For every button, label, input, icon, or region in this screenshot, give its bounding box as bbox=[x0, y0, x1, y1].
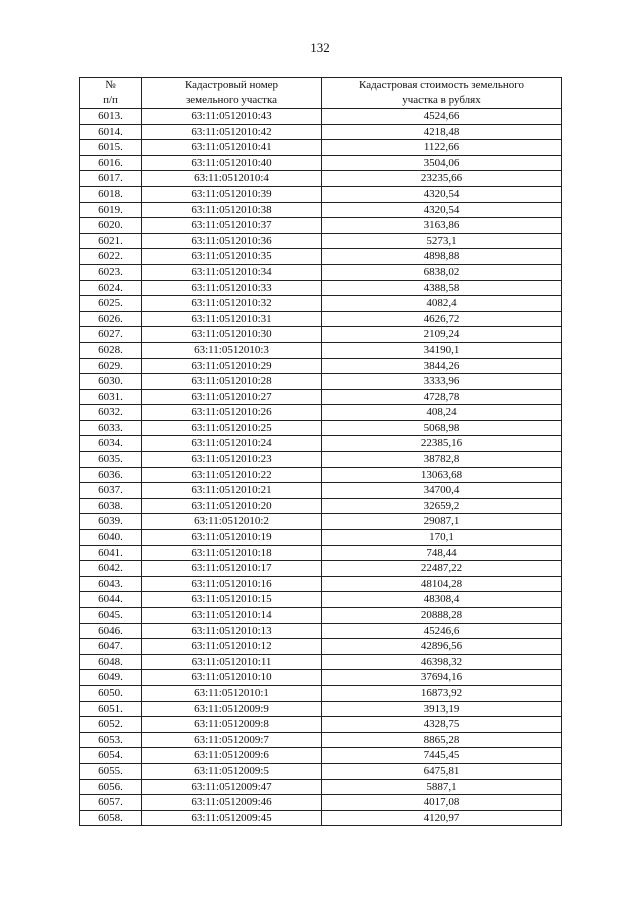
cadastral-number-cell: 63:11:0512010:19 bbox=[142, 530, 322, 546]
table-row bbox=[80, 763, 562, 779]
row-number-cell: 6052. bbox=[80, 717, 142, 733]
row-number-cell: 6050. bbox=[80, 685, 142, 701]
cadastral-value-cell: 6475,81 bbox=[322, 763, 562, 779]
table-row bbox=[80, 264, 562, 280]
cadastral-value-cell: 4524,66 bbox=[322, 109, 562, 125]
row-number-cell: 6034. bbox=[80, 436, 142, 452]
table-row bbox=[80, 233, 562, 249]
cadastral-number-cell: 63:11:0512010:40 bbox=[142, 155, 322, 171]
row-number-cell: 6054. bbox=[80, 748, 142, 764]
cadastral-number-cell: 63:11:0512010:29 bbox=[142, 358, 322, 374]
cadastral-value-cell: 8865,28 bbox=[322, 732, 562, 748]
cadastral-number-cell: 63:11:0512010:10 bbox=[142, 670, 322, 686]
table-row bbox=[80, 124, 562, 140]
header-line: Кадастровый номер bbox=[184, 79, 279, 91]
cadastral-value-cell: 22385,16 bbox=[322, 436, 562, 452]
cadastral-value-cell: 5273,1 bbox=[322, 233, 562, 249]
cadastral-number-cell: 63:11:0512010:42 bbox=[142, 124, 322, 140]
table-row bbox=[80, 389, 562, 405]
cadastral-value-cell: 45246,6 bbox=[322, 623, 562, 639]
table-row bbox=[80, 342, 562, 358]
row-number-cell: 6026. bbox=[80, 311, 142, 327]
cadastral-number-cell: 63:11:0512010:37 bbox=[142, 218, 322, 234]
table-row bbox=[80, 280, 562, 296]
cadastral-number-cell: 63:11:0512010:15 bbox=[142, 592, 322, 608]
row-number-cell: 6049. bbox=[80, 670, 142, 686]
cadastral-value-cell: 32659,2 bbox=[322, 498, 562, 514]
table-row bbox=[80, 436, 562, 452]
row-number-cell: 6019. bbox=[80, 202, 142, 218]
table-row bbox=[80, 140, 562, 156]
cadastral-value-cell: 3844,26 bbox=[322, 358, 562, 374]
cadastral-number-cell: 63:11:0512010:35 bbox=[142, 249, 322, 265]
table-row bbox=[80, 779, 562, 795]
cadastral-value-cell: 4898,88 bbox=[322, 249, 562, 265]
cadastral-number-cell: 63:11:0512010:38 bbox=[142, 202, 322, 218]
cadastral-number-cell: 63:11:0512009:46 bbox=[142, 795, 322, 811]
row-number-cell: 6014. bbox=[80, 124, 142, 140]
cadastral-number-cell: 63:11:0512010:33 bbox=[142, 280, 322, 296]
header-row bbox=[80, 78, 562, 109]
table-row bbox=[80, 670, 562, 686]
cadastral-value-cell: 29087,1 bbox=[322, 514, 562, 530]
row-number-cell: 6047. bbox=[80, 639, 142, 655]
table-row bbox=[80, 592, 562, 608]
header-line: п/п bbox=[103, 94, 118, 106]
row-number-cell: 6023. bbox=[80, 264, 142, 280]
row-number-cell: 6016. bbox=[80, 155, 142, 171]
cadastral-value-cell: 48104,28 bbox=[322, 576, 562, 592]
cadastral-value-cell: 38782,8 bbox=[322, 452, 562, 468]
table-row bbox=[80, 514, 562, 530]
cadastral-number-cell: 63:11:0512009:6 bbox=[142, 748, 322, 764]
cadastral-number-cell: 63:11:0512010:17 bbox=[142, 561, 322, 577]
header-cadastral-value bbox=[322, 78, 562, 109]
cadastral-number-cell: 63:11:0512010:4 bbox=[142, 171, 322, 187]
row-number-cell: 6021. bbox=[80, 233, 142, 249]
cadastral-number-cell: 63:11:0512010:43 bbox=[142, 109, 322, 125]
cadastral-value-cell: 20888,28 bbox=[322, 608, 562, 624]
header-number bbox=[80, 78, 142, 109]
table-row bbox=[80, 249, 562, 265]
table-row bbox=[80, 327, 562, 343]
cadastral-value-cell: 16873,92 bbox=[322, 685, 562, 701]
cadastral-value-cell: 34190,1 bbox=[322, 342, 562, 358]
cadastral-value-cell: 23235,66 bbox=[322, 171, 562, 187]
row-number-cell: 6024. bbox=[80, 280, 142, 296]
header-line: Кадастровая стоимость земельного bbox=[359, 79, 524, 91]
cadastral-number-cell: 63:11:0512010:31 bbox=[142, 311, 322, 327]
row-number-cell: 6037. bbox=[80, 483, 142, 499]
row-number-cell: 6017. bbox=[80, 171, 142, 187]
page-number: 132 bbox=[310, 40, 330, 55]
table-row bbox=[80, 296, 562, 312]
table-row bbox=[80, 530, 562, 546]
row-number-cell: 6048. bbox=[80, 654, 142, 670]
row-number-cell: 6031. bbox=[80, 389, 142, 405]
row-number-cell: 6051. bbox=[80, 701, 142, 717]
cadastral-number-cell: 63:11:0512010:39 bbox=[142, 186, 322, 202]
table-row bbox=[80, 654, 562, 670]
row-number-cell: 6030. bbox=[80, 374, 142, 390]
row-number-cell: 6040. bbox=[80, 530, 142, 546]
cadastral-number-cell: 63:11:0512010:41 bbox=[142, 140, 322, 156]
row-number-cell: 6055. bbox=[80, 763, 142, 779]
cadastral-value-cell: 4626,72 bbox=[322, 311, 562, 327]
table-row bbox=[80, 639, 562, 655]
table-row bbox=[80, 186, 562, 202]
row-number-cell: 6033. bbox=[80, 420, 142, 436]
cadastral-number-cell: 63:11:0512010:2 bbox=[142, 514, 322, 530]
table-row bbox=[80, 623, 562, 639]
row-number-cell: 6029. bbox=[80, 358, 142, 374]
table-row bbox=[80, 374, 562, 390]
cadastral-number-cell: 63:11:0512010:12 bbox=[142, 639, 322, 655]
table-row bbox=[80, 311, 562, 327]
cadastral-value-cell: 4082,4 bbox=[322, 296, 562, 312]
cadastral-value-cell: 2109,24 bbox=[322, 327, 562, 343]
table-row bbox=[80, 701, 562, 717]
cadastral-number-cell: 63:11:0512010:14 bbox=[142, 608, 322, 624]
cadastral-value-cell: 3333,96 bbox=[322, 374, 562, 390]
row-number-cell: 6038. bbox=[80, 498, 142, 514]
row-number-cell: 6056. bbox=[80, 779, 142, 795]
table-row bbox=[80, 467, 562, 483]
cadastral-number-cell: 63:11:0512010:22 bbox=[142, 467, 322, 483]
table-row bbox=[80, 155, 562, 171]
row-number-cell: 6042. bbox=[80, 561, 142, 577]
cadastral-number-cell: 63:11:0512010:34 bbox=[142, 264, 322, 280]
cadastral-value-cell: 3913,19 bbox=[322, 701, 562, 717]
table-row bbox=[80, 109, 562, 125]
cadastral-value-cell: 42896,56 bbox=[322, 639, 562, 655]
cadastral-value-cell: 5887,1 bbox=[322, 779, 562, 795]
row-number-cell: 6020. bbox=[80, 218, 142, 234]
cadastral-number-cell: 63:11:0512010:23 bbox=[142, 452, 322, 468]
cadastral-number-cell: 63:11:0512010:30 bbox=[142, 327, 322, 343]
cadastral-value-cell: 22487,22 bbox=[322, 561, 562, 577]
table-row bbox=[80, 608, 562, 624]
cadastral-value-cell: 4320,54 bbox=[322, 202, 562, 218]
table-row bbox=[80, 171, 562, 187]
cadastral-value-cell: 3504,06 bbox=[322, 155, 562, 171]
table-row bbox=[80, 561, 562, 577]
row-number-cell: 6058. bbox=[80, 810, 142, 826]
cadastral-number-cell: 63:11:0512009:8 bbox=[142, 717, 322, 733]
table-row bbox=[80, 452, 562, 468]
cadastral-number-cell: 63:11:0512010:25 bbox=[142, 420, 322, 436]
row-number-cell: 6018. bbox=[80, 186, 142, 202]
cadastral-number-cell: 63:11:0512010:18 bbox=[142, 545, 322, 561]
table-row bbox=[80, 405, 562, 421]
cadastral-number-cell: 63:11:0512009:7 bbox=[142, 732, 322, 748]
cadastral-number-cell: 63:11:0512010:27 bbox=[142, 389, 322, 405]
table-row bbox=[80, 218, 562, 234]
table-body bbox=[80, 109, 562, 826]
row-number-cell: 6046. bbox=[80, 623, 142, 639]
table-row bbox=[80, 732, 562, 748]
row-number-cell: 6027. bbox=[80, 327, 142, 343]
row-number-cell: 6032. bbox=[80, 405, 142, 421]
cadastral-value-cell: 408,24 bbox=[322, 405, 562, 421]
row-number-cell: 6057. bbox=[80, 795, 142, 811]
cadastral-value-cell: 4218,48 bbox=[322, 124, 562, 140]
cadastral-number-cell: 63:11:0512009:9 bbox=[142, 701, 322, 717]
cadastral-number-cell: 63:11:0512010:24 bbox=[142, 436, 322, 452]
row-number-cell: 6013. bbox=[80, 109, 142, 125]
cadastral-number-cell: 63:11:0512010:1 bbox=[142, 685, 322, 701]
table-row bbox=[80, 358, 562, 374]
row-number-cell: 6036. bbox=[80, 467, 142, 483]
table-row bbox=[80, 685, 562, 701]
cadastral-number-cell: 63:11:0512010:26 bbox=[142, 405, 322, 421]
table-row bbox=[80, 576, 562, 592]
cadastral-number-cell: 63:11:0512010:21 bbox=[142, 483, 322, 499]
table-row bbox=[80, 202, 562, 218]
row-number-cell: 6025. bbox=[80, 296, 142, 312]
table-row bbox=[80, 717, 562, 733]
cadastral-number-cell: 63:11:0512010:16 bbox=[142, 576, 322, 592]
cadastral-value-cell: 7445,45 bbox=[322, 748, 562, 764]
row-number-cell: 6039. bbox=[80, 514, 142, 530]
row-number-cell: 6022. bbox=[80, 249, 142, 265]
cadastral-number-cell: 63:11:0512009:45 bbox=[142, 810, 322, 826]
table-row bbox=[80, 420, 562, 436]
cadastral-number-cell: 63:11:0512009:5 bbox=[142, 763, 322, 779]
cadastral-value-cell: 4328,75 bbox=[322, 717, 562, 733]
cadastral-value-cell: 4728,78 bbox=[322, 389, 562, 405]
cadastral-value-cell: 34700,4 bbox=[322, 483, 562, 499]
table-row bbox=[80, 498, 562, 514]
cadastral-value-cell: 4017,08 bbox=[322, 795, 562, 811]
cadastral-value-table bbox=[79, 77, 562, 826]
cadastral-value-cell: 748,44 bbox=[322, 545, 562, 561]
header-line: участка в рублях bbox=[402, 94, 481, 106]
cadastral-number-cell: 63:11:0512010:36 bbox=[142, 233, 322, 249]
cadastral-value-cell: 4320,54 bbox=[322, 186, 562, 202]
table-row bbox=[80, 545, 562, 561]
row-number-cell: 6028. bbox=[80, 342, 142, 358]
cadastral-value-cell: 1122,66 bbox=[322, 140, 562, 156]
row-number-cell: 6035. bbox=[80, 452, 142, 468]
cadastral-number-cell: 63:11:0512009:47 bbox=[142, 779, 322, 795]
cadastral-number-cell: 63:11:0512010:13 bbox=[142, 623, 322, 639]
cadastral-number-cell: 63:11:0512010:11 bbox=[142, 654, 322, 670]
cadastral-value-cell: 5068,98 bbox=[322, 420, 562, 436]
header-line: земельного участка bbox=[185, 94, 278, 106]
table-row bbox=[80, 483, 562, 499]
cadastral-value-cell: 48308,4 bbox=[322, 592, 562, 608]
cadastral-number-cell: 63:11:0512010:3 bbox=[142, 342, 322, 358]
row-number-cell: 6015. bbox=[80, 140, 142, 156]
cadastral-value-cell: 3163,86 bbox=[322, 218, 562, 234]
row-number-cell: 6041. bbox=[80, 545, 142, 561]
row-number-cell: 6043. bbox=[80, 576, 142, 592]
cadastral-value-cell: 6838,02 bbox=[322, 264, 562, 280]
header-line: № bbox=[105, 79, 116, 91]
table-row bbox=[80, 748, 562, 764]
row-number-cell: 6044. bbox=[80, 592, 142, 608]
table-header bbox=[80, 78, 562, 109]
table-row bbox=[80, 810, 562, 826]
cadastral-value-cell: 46398,32 bbox=[322, 654, 562, 670]
cadastral-value-cell: 4388,58 bbox=[322, 280, 562, 296]
cadastral-value-cell: 13063,68 bbox=[322, 467, 562, 483]
cadastral-number-cell: 63:11:0512010:32 bbox=[142, 296, 322, 312]
cadastral-value-cell: 37694,16 bbox=[322, 670, 562, 686]
cadastral-value-cell: 4120,97 bbox=[322, 810, 562, 826]
row-number-cell: 6045. bbox=[80, 608, 142, 624]
cadastral-number-cell: 63:11:0512010:20 bbox=[142, 498, 322, 514]
table-row bbox=[80, 795, 562, 811]
cadastral-number-cell: 63:11:0512010:28 bbox=[142, 374, 322, 390]
header-cadastral-number bbox=[142, 78, 322, 109]
cadastral-value-cell: 170,1 bbox=[322, 530, 562, 546]
row-number-cell: 6053. bbox=[80, 732, 142, 748]
